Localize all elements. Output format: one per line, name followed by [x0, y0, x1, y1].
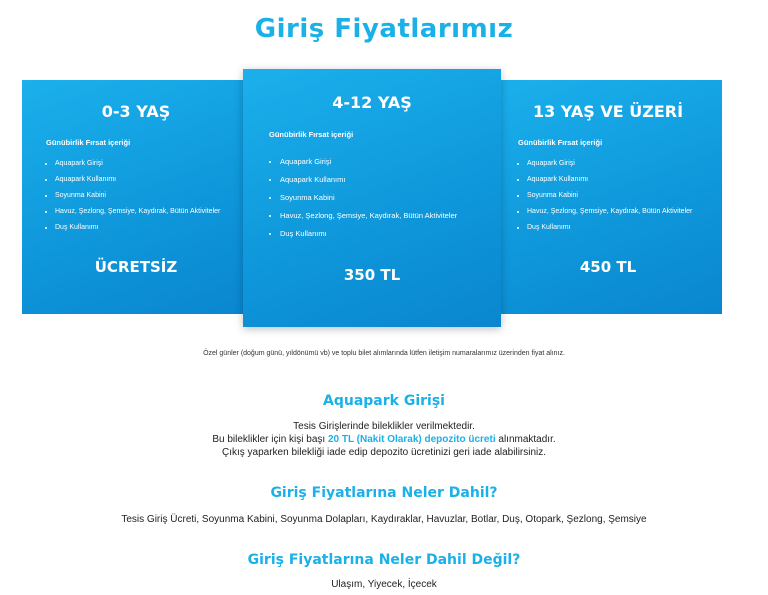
list-item: • Havuz, Şezlong, Şemsiye, Kaydırak, Bütün Aktiviteler [280, 207, 457, 225]
list-item: • Soyunma Kabini [55, 188, 220, 204]
list-item: • Duş Kullanımı [55, 220, 220, 236]
excluded-section-title: Giriş Fiyatlarına Neler Dahil Değil? [247, 552, 521, 568]
aquapark-section-text [0, 420, 768, 459]
page-title: Giriş Fiyatlarımız [254, 14, 514, 44]
list-item: • Duş Kullanımı [527, 220, 692, 236]
list-item: • Soyunma Kabini [527, 188, 692, 204]
aquapark-line-2-pre: Bu bileklikler için kişi başı [212, 434, 328, 445]
card-price: ÜCRETSİZ [94, 258, 178, 276]
list-item: • Aquapark Kullanımı [527, 172, 692, 188]
card-feature-list [269, 153, 457, 243]
card-feature-list [516, 156, 692, 236]
aquapark-section-title: Aquapark Girişi [323, 393, 445, 409]
excluded-section-text: Ulaşım, Yiyecek, İçecek [331, 579, 437, 590]
included-section-title: Giriş Fiyatlarına Neler Dahil? [270, 485, 498, 501]
list-item: • Aquapark Kullanımı [280, 171, 457, 189]
deposit-highlight: 20 TL (Nakit Olarak) depozito ücreti [327, 434, 496, 445]
card-price: 450 TL [579, 258, 637, 276]
list-item: • Havuz, Şezlong, Şemsiye, Kaydırak, Bütün Aktiviteler [527, 204, 692, 220]
card-subtitle: Günübirlik Fırsat içeriği [518, 138, 603, 147]
aquapark-line-3: Çıkış yaparken bilekliği iade edip depozito ücretinizi geri iade alabilirsiniz. [221, 447, 547, 458]
aquapark-line-2 [0, 433, 768, 446]
card-price: 350 TL [343, 266, 401, 284]
price-card-4-12 [243, 69, 501, 327]
card-subtitle: Günübirlik Fırsat içeriği [46, 138, 131, 147]
list-item: • Aquapark Kullanımı [55, 172, 220, 188]
card-age-label: 13 YAŞ VE ÜZERİ [532, 102, 684, 121]
aquapark-line-1: Tesis Girişlerinde bileklikler verilmektedir. [293, 421, 475, 432]
card-age-label: 4-12 YAŞ [332, 93, 412, 112]
list-item: • Aquapark Girişi [280, 153, 457, 171]
list-item: • Aquapark Girişi [55, 156, 220, 172]
aquapark-line-2-post: alınmaktadır. [495, 434, 556, 445]
price-card-13-plus [494, 80, 722, 314]
card-subtitle: Günübirlik Fırsat içeriği [269, 130, 354, 139]
price-card-0-3 [22, 80, 250, 314]
list-item: • Duş Kullanımı [280, 225, 457, 243]
included-section-text: Tesis Giriş Ücreti, Soyunma Kabini, Soyunma Dolapları, Kaydıraklar, Havuzlar, Botlar, Duş, Otopark, Şezlong, Şemsiye [121, 514, 647, 525]
list-item: • Havuz, Şezlong, Şemsiye, Kaydırak, Bütün Aktiviteler [55, 204, 220, 220]
pricing-note: Özel günler (doğum günü, yıldönümü vb) ve toplu bilet alımlarında lütfen iletişim numaralarımız üzerinden fiyat alınız. [203, 350, 565, 357]
card-feature-list [44, 156, 220, 236]
list-item: • Aquapark Girişi [527, 156, 692, 172]
card-age-label: 0-3 YAŞ [101, 102, 171, 121]
list-item: • Soyunma Kabini [280, 189, 457, 207]
